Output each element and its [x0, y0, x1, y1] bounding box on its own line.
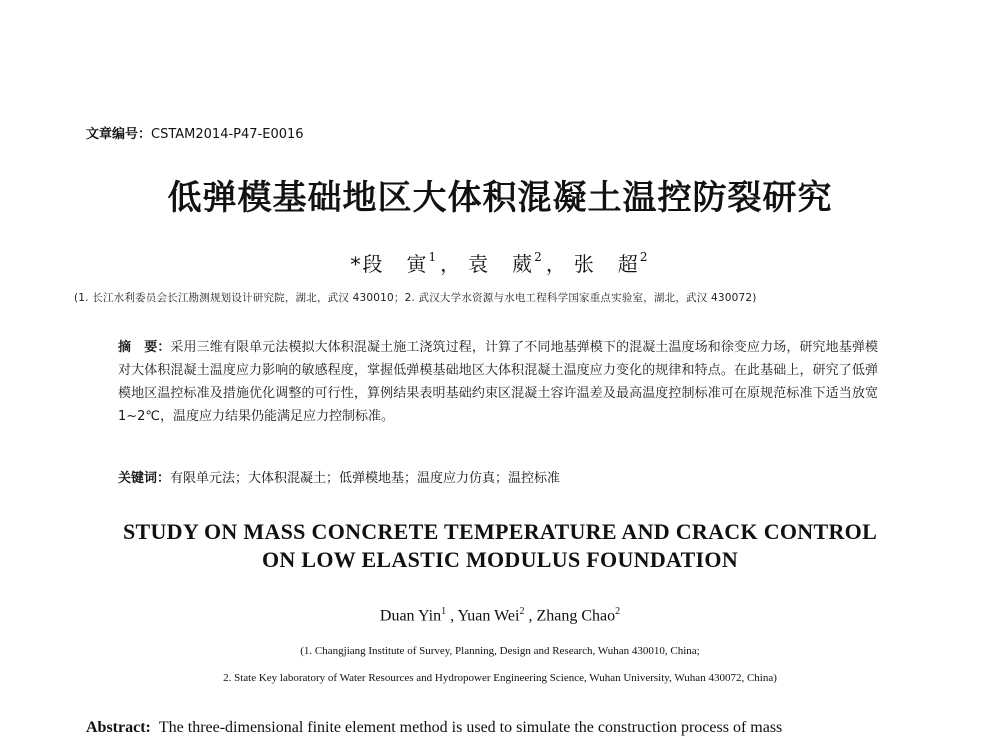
en-author-3-affil: 2 [615, 606, 621, 617]
en-author-3: Zhang Chao [536, 607, 616, 625]
english-authors [0, 606, 1000, 625]
english-abstract [86, 719, 916, 737]
chinese-title: 低弹模基础地区大体积混凝土温控防裂研究 [167, 178, 833, 218]
article-number-value: CSTAM2014-P47-E0016 [151, 127, 304, 142]
chinese-abstract-text: 采用三维有限单元法模拟大体积混凝土施工浇筑过程，计算了不同地基弹模下的混凝土温度场和徐变应力场，研究地基弹模对大体积混凝土温度应力影响的敏感程度，掌握低弹模基础地区大体积混凝土温度应力变化的规律和特点。在此基础上，研究了低弹模地区温控标准及措施优化调整的可行性，算例结果表明基础约束区混凝土容许温差及最高温度控制标准可在原规范标准下适当放宽 1~2℃，温度应力结果仍能满足应力控制标准。 [118, 340, 878, 424]
english-title-line-1: STUDY ON MASS CONCRETE TEMPERATURE AND CRACK CONTROL [122, 519, 878, 544]
en-author-1-affil: 1 [441, 606, 447, 617]
chinese-abstract-label: 摘 要： [118, 340, 171, 355]
article-number-label: 文章编号： [86, 127, 152, 142]
cn-author-2-affil: 2 [534, 250, 544, 265]
cn-author-1-affil: 1 [428, 250, 439, 265]
chinese-abstract [118, 336, 878, 428]
article-number [86, 123, 304, 142]
english-abstract-text: The three-dimensional finite element method is used to simulate the construction process of mass [158, 719, 783, 736]
cn-author-3-affil: 2 [639, 250, 650, 265]
english-title [0, 518, 1000, 574]
en-author-1: Duan Yin [379, 607, 442, 625]
en-author-separator: , [524, 607, 537, 625]
chinese-keywords [118, 467, 560, 486]
english-affiliation-2: 2. State Key laboratory of Water Resources and Hydropower Engineering Science, Wuhan University, Wuhan 430072, China) [223, 672, 777, 684]
chinese-authors [0, 248, 1000, 277]
english-affiliation-1: (1. Changjiang Institute of Survey, Planning, Design and Research, Wuhan 430010, China; [300, 645, 700, 657]
en-author-separator: , [446, 607, 458, 625]
chinese-keywords-text: 有限单元法；大体积混凝土；低弹模地基；温度应力仿真；温控标准 [170, 471, 561, 486]
chinese-affiliation: (1. 长江水利委员会长江勘测规划设计研究院，湖北，武汉 430010；2. 武汉大学水资源与水电工程科学国家重点实验室，湖北，武汉 430072) [74, 292, 757, 304]
cn-author-3: 张 超 [573, 252, 640, 276]
cn-author-separator: ， [545, 252, 568, 276]
chinese-keywords-label: 关键词： [118, 471, 171, 486]
cn-author-separator: ， [440, 252, 463, 276]
english-title-line-2: ON LOW ELASTIC MODULUS FOUNDATION [261, 547, 739, 572]
en-author-2: Yuan Wei [457, 607, 520, 625]
english-abstract-label: Abstract: [86, 719, 151, 736]
cn-author-2: 袁 葳 [468, 252, 535, 276]
en-author-2-affil: 2 [519, 606, 525, 617]
cn-author-1: *段 寅 [350, 252, 429, 276]
